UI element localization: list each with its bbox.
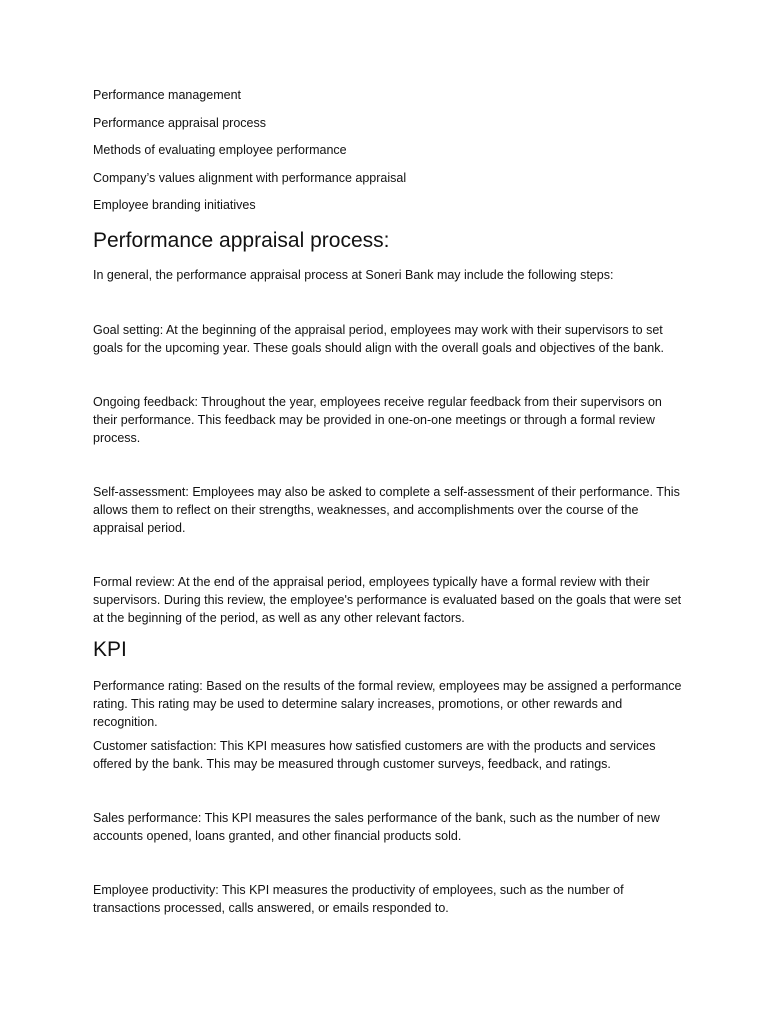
appraisal-step-self-assessment: Self-assessment: Employees may also be asked to complete a self-assessment of their performance. This allows them to reflect on their strengths, weaknesses, and accomplishments over the course of the appraisal period.: [93, 485, 680, 535]
document-body: [93, 87, 683, 923]
section-heading-appraisal: Performance appraisal process:: [93, 229, 390, 252]
toc-item: Performance management: [93, 88, 241, 102]
appraisal-step-ongoing-feedback: Ongoing feedback: Throughout the year, employees receive regular feedback from their supervisors on their performance. This feedback may be provided in one-on-one meetings or through a formal review process.: [93, 395, 662, 445]
appraisal-intro-paragraph: In general, the performance appraisal process at Soneri Bank may include the following steps:: [93, 268, 614, 282]
appraisal-step-goal-setting: Goal setting: At the beginning of the appraisal period, employees may work with their supervisors to set goals for the upcoming year. These goals should align with the overall goals and objectives of the bank.: [93, 323, 664, 355]
toc-list: [93, 87, 683, 214]
toc-item: Company’s values alignment with performance appraisal: [93, 170, 407, 185]
toc-item: Employee branding initiatives: [93, 198, 256, 212]
toc-item: Performance appraisal process: [93, 115, 266, 130]
section-heading-kpi: KPI: [93, 638, 127, 661]
kpi-performance-rating: Performance rating: Based on the results of the formal review, employees may be assigned a performance rating. This rating may be used to determine salary increases, promotions, or other rewards and recognition.: [93, 679, 682, 729]
kpi-sales-performance: Sales performance: This KPI measures the sales performance of the bank, such as the number of new accounts opened, loans granted, and other financial products sold.: [93, 811, 660, 843]
toc-item: Methods of evaluating employee performance: [93, 143, 347, 157]
kpi-employee-productivity: Employee productivity: This KPI measures the productivity of employees, such as the number of transactions processed, calls answered, or emails responded to.: [93, 883, 624, 915]
kpi-customer-satisfaction: Customer satisfaction: This KPI measures how satisfied customers are with the products and services offered by the bank. This may be measured through customer surveys, feedback, and ratings.: [93, 739, 656, 771]
appraisal-step-formal-review: Formal review: At the end of the appraisal period, employees typically have a formal review with their supervisors. During this review, the employee's performance is evaluated based on the goals that were set at the beginning of the period, as well as any other relevant factors.: [93, 575, 682, 625]
